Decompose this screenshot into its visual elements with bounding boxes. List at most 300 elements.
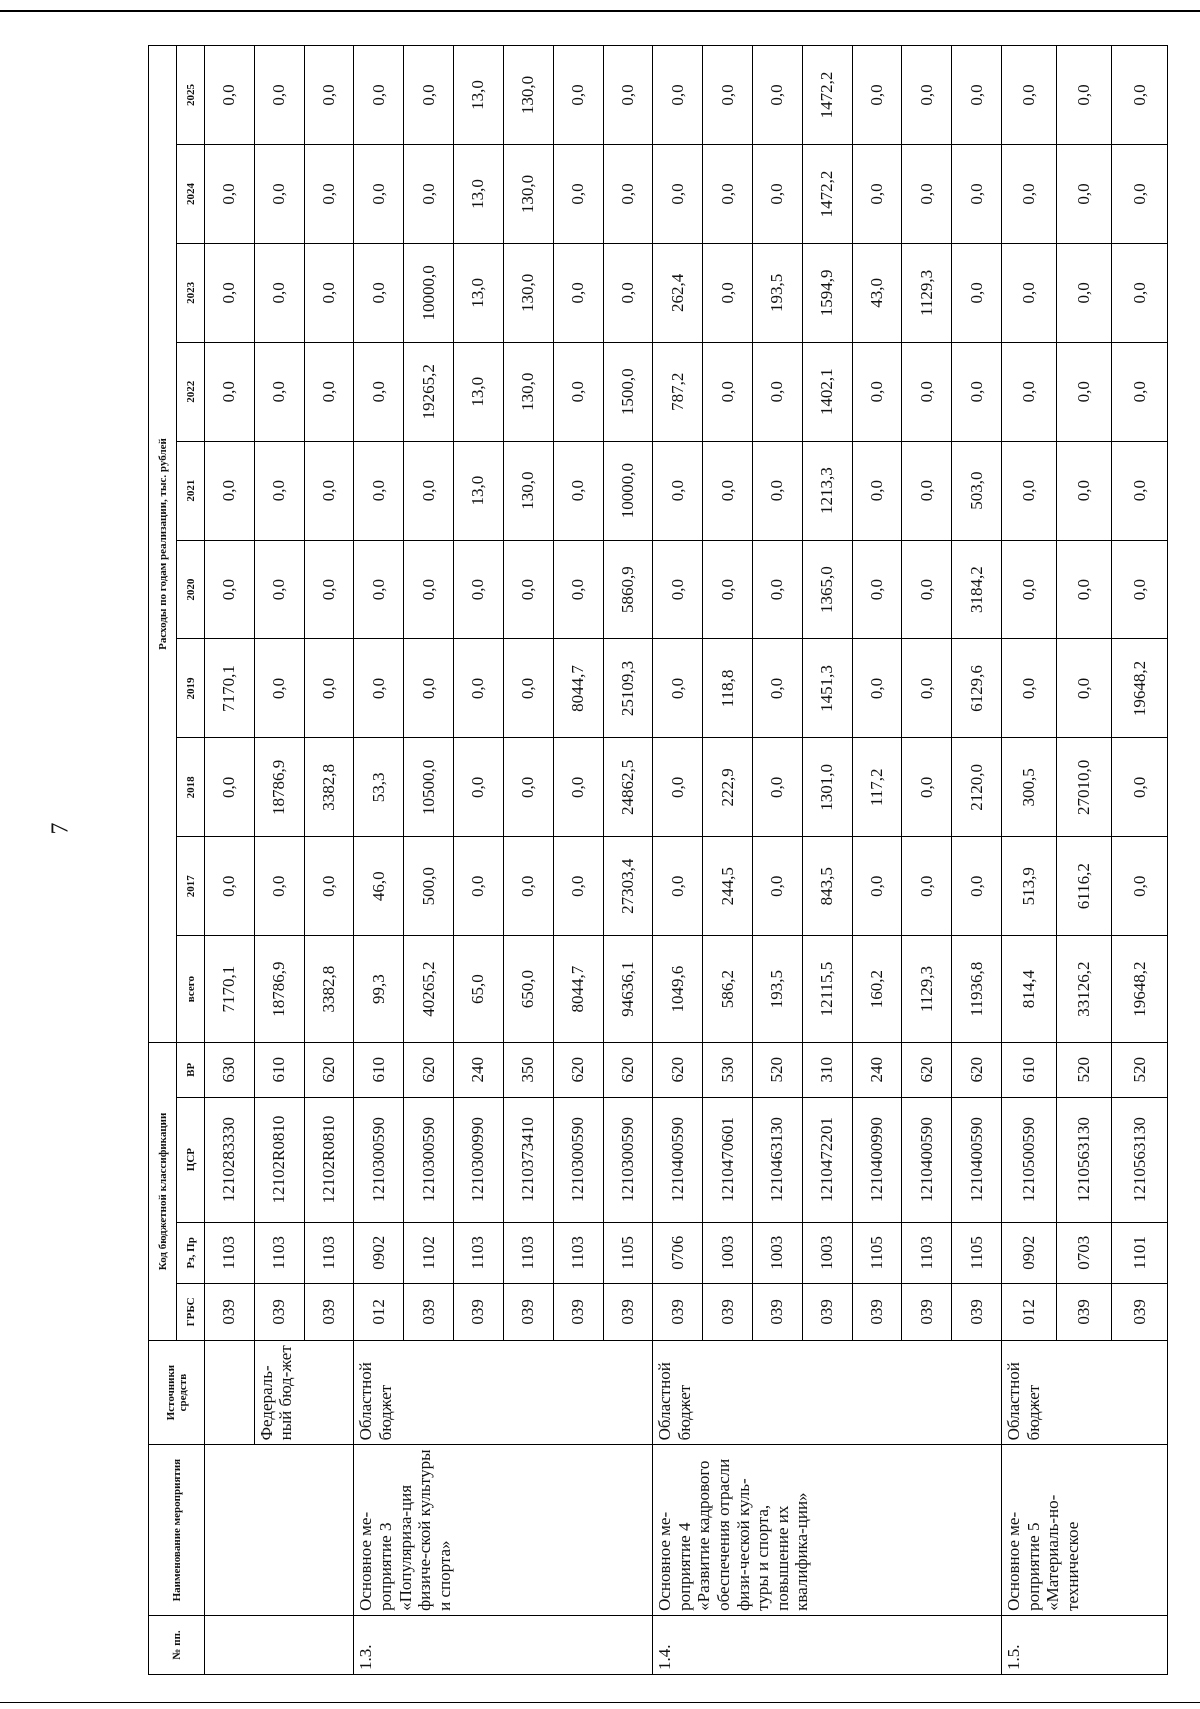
table-row <box>1002 46 1057 1675</box>
year-value: 0,0 <box>1002 145 1057 244</box>
rz-pr-code: 0902 <box>1002 1222 1057 1283</box>
total-value: 40265,2 <box>404 936 454 1043</box>
year-value: 0,0 <box>902 342 952 441</box>
year-value: 0,0 <box>1002 342 1057 441</box>
rz-pr-code: 1105 <box>603 1222 653 1283</box>
year-value: 0,0 <box>404 441 454 540</box>
year-value: 0,0 <box>254 342 304 441</box>
year-value: 0,0 <box>852 342 902 441</box>
csr-code: 1210472201 <box>802 1097 852 1222</box>
year-value: 0,0 <box>254 243 304 342</box>
year-value: 0,0 <box>902 837 952 936</box>
year-value: 500,0 <box>404 837 454 936</box>
year-value: 117,2 <box>852 738 902 837</box>
year-value: 0,0 <box>703 145 753 244</box>
vr-code: 620 <box>304 1043 354 1098</box>
year-value: 0,0 <box>553 145 603 244</box>
year-value: 0,0 <box>1112 243 1168 342</box>
header-total: всего <box>177 936 205 1043</box>
year-value: 0,0 <box>703 441 753 540</box>
year-value: 0,0 <box>254 46 304 145</box>
total-value: 3382,8 <box>304 936 354 1043</box>
csr-code: 1210300590 <box>553 1097 603 1222</box>
grbs-code: 039 <box>752 1283 802 1340</box>
rz-pr-code: 1003 <box>802 1222 852 1283</box>
year-value: 0,0 <box>1002 243 1057 342</box>
year-value: 19265,2 <box>404 342 454 441</box>
csr-code: 1210400590 <box>902 1097 952 1222</box>
year-value: 0,0 <box>553 342 603 441</box>
total-value: 11936,8 <box>952 936 1002 1043</box>
year-value: 0,0 <box>354 243 404 342</box>
year-value: 244,5 <box>703 837 753 936</box>
year-value: 130,0 <box>503 342 553 441</box>
year-value: 25109,3 <box>603 639 653 738</box>
vr-code: 610 <box>354 1043 404 1098</box>
year-value: 0,0 <box>752 145 802 244</box>
year-value: 0,0 <box>1002 46 1057 145</box>
year-value: 13,0 <box>454 441 504 540</box>
year-value: 0,0 <box>254 441 304 540</box>
year-value: 0,0 <box>1112 46 1168 145</box>
year-value: 0,0 <box>354 540 404 639</box>
grbs-code: 012 <box>1002 1283 1057 1340</box>
vr-code: 520 <box>1057 1043 1112 1098</box>
year-value: 130,0 <box>503 441 553 540</box>
vr-code: 620 <box>902 1043 952 1098</box>
table-body <box>205 46 1168 1675</box>
year-value: 0,0 <box>254 639 304 738</box>
total-value: 586,2 <box>703 936 753 1043</box>
year-value: 0,0 <box>902 639 952 738</box>
year-value: 0,0 <box>254 540 304 639</box>
year-value: 1402,1 <box>802 342 852 441</box>
year-value: 0,0 <box>205 441 255 540</box>
year-value: 0,0 <box>703 243 753 342</box>
year-value: 0,0 <box>553 738 603 837</box>
rz-pr-code: 1103 <box>205 1222 255 1283</box>
year-value: 6129,6 <box>952 639 1002 738</box>
year-value: 0,0 <box>553 540 603 639</box>
year-value: 0,0 <box>902 46 952 145</box>
grbs-code: 039 <box>503 1283 553 1340</box>
year-value: 0,0 <box>1112 342 1168 441</box>
total-value: 12115,5 <box>802 936 852 1043</box>
year-value: 513,9 <box>1002 837 1057 936</box>
budget-table <box>148 45 1168 1675</box>
measure-name: Основное ме-роприятие 5 «Материаль-но-техническое <box>1002 1445 1168 1616</box>
grbs-code: 039 <box>902 1283 952 1340</box>
year-value: 0,0 <box>752 837 802 936</box>
year-value: 0,0 <box>205 738 255 837</box>
year-value: 0,0 <box>852 441 902 540</box>
year-value: 0,0 <box>952 342 1002 441</box>
year-value: 0,0 <box>1002 540 1057 639</box>
rz-pr-code: 1105 <box>952 1222 1002 1283</box>
year-value: 1213,3 <box>802 441 852 540</box>
grbs-code: 039 <box>703 1283 753 1340</box>
rz-pr-code: 1003 <box>703 1222 753 1283</box>
year-value: 0,0 <box>304 639 354 738</box>
year-value: 0,0 <box>852 540 902 639</box>
funding-source: Областной бюджет <box>354 1340 653 1445</box>
year-value: 0,0 <box>902 145 952 244</box>
vr-code: 620 <box>404 1043 454 1098</box>
year-value: 46,0 <box>354 837 404 936</box>
year-value: 0,0 <box>1112 738 1168 837</box>
header-name: Наименование мероприятия <box>149 1445 205 1616</box>
funding-source <box>205 1340 255 1445</box>
csr-code: 1210563130 <box>1112 1097 1168 1222</box>
year-value: 0,0 <box>354 639 404 738</box>
rz-pr-code: 0706 <box>653 1222 703 1283</box>
year-value: 1500,0 <box>603 342 653 441</box>
year-value: 0,0 <box>205 46 255 145</box>
rz-pr-code: 1103 <box>553 1222 603 1283</box>
table-row <box>653 46 703 1675</box>
year-value: 0,0 <box>752 46 802 145</box>
csr-code: 1210300590 <box>404 1097 454 1222</box>
year-value: 0,0 <box>1057 243 1112 342</box>
grbs-code: 039 <box>454 1283 504 1340</box>
vr-code: 610 <box>1002 1043 1057 1098</box>
vr-code: 310 <box>802 1043 852 1098</box>
year-value: 0,0 <box>1057 145 1112 244</box>
year-value: 130,0 <box>503 243 553 342</box>
header-year: 2017 <box>177 837 205 936</box>
year-value: 0,0 <box>354 46 404 145</box>
csr-code: 1210463130 <box>752 1097 802 1222</box>
year-value: 0,0 <box>304 837 354 936</box>
year-value: 13,0 <box>454 243 504 342</box>
year-value: 27303,4 <box>603 837 653 936</box>
year-value: 0,0 <box>205 837 255 936</box>
year-value: 0,0 <box>952 243 1002 342</box>
year-value: 0,0 <box>354 145 404 244</box>
total-value: 650,0 <box>503 936 553 1043</box>
grbs-code: 039 <box>553 1283 603 1340</box>
measure-name <box>205 1445 354 1616</box>
csr-code: 1210400590 <box>952 1097 1002 1222</box>
year-value: 118,8 <box>703 639 753 738</box>
rz-pr-code: 1103 <box>503 1222 553 1283</box>
year-value: 0,0 <box>404 46 454 145</box>
year-value: 0,0 <box>454 639 504 738</box>
csr-code: 12102R0810 <box>254 1097 304 1222</box>
total-value: 94636,1 <box>603 936 653 1043</box>
year-value: 0,0 <box>752 540 802 639</box>
grbs-code: 039 <box>952 1283 1002 1340</box>
year-value: 0,0 <box>952 837 1002 936</box>
year-value: 0,0 <box>1112 837 1168 936</box>
vr-code: 620 <box>553 1043 603 1098</box>
year-value: 0,0 <box>503 738 553 837</box>
header-year: 2024 <box>177 145 205 244</box>
grbs-code: 039 <box>653 1283 703 1340</box>
year-value: 0,0 <box>653 46 703 145</box>
year-value: 0,0 <box>454 540 504 639</box>
grbs-code: 039 <box>852 1283 902 1340</box>
header-rz-pr: Рз, Пр <box>177 1222 205 1283</box>
year-value: 10500,0 <box>404 738 454 837</box>
year-value: 0,0 <box>1057 540 1112 639</box>
year-value: 13,0 <box>454 342 504 441</box>
year-value: 0,0 <box>454 738 504 837</box>
header-num: № пп. <box>149 1615 205 1674</box>
year-value: 27010,0 <box>1057 738 1112 837</box>
row-number <box>205 1615 354 1674</box>
total-value: 33126,2 <box>1057 936 1112 1043</box>
vr-code: 240 <box>852 1043 902 1098</box>
year-value: 0,0 <box>503 837 553 936</box>
year-value: 0,0 <box>503 639 553 738</box>
header-csr: ЦСР <box>177 1097 205 1222</box>
header-source: Источники средств <box>149 1340 205 1445</box>
year-value: 0,0 <box>952 46 1002 145</box>
csr-code: 1210500590 <box>1002 1097 1057 1222</box>
year-value: 0,0 <box>653 837 703 936</box>
year-value: 53,3 <box>354 738 404 837</box>
year-value: 0,0 <box>404 639 454 738</box>
year-value: 0,0 <box>653 540 703 639</box>
total-value: 99,3 <box>354 936 404 1043</box>
total-value: 65,0 <box>454 936 504 1043</box>
rz-pr-code: 0902 <box>354 1222 404 1283</box>
year-value: 0,0 <box>703 540 753 639</box>
row-number: 1.3. <box>354 1615 653 1674</box>
year-value: 18786,9 <box>254 738 304 837</box>
year-value: 0,0 <box>454 837 504 936</box>
year-value: 0,0 <box>703 46 753 145</box>
header-year: 2025 <box>177 46 205 145</box>
csr-code: 1210300990 <box>454 1097 504 1222</box>
year-value: 0,0 <box>852 145 902 244</box>
funding-source: Областной бюджет <box>653 1340 1002 1445</box>
header-expenses-group: Расходы по годам реализации, тыс. рублей <box>149 46 177 1043</box>
year-value: 1594,9 <box>802 243 852 342</box>
year-value: 0,0 <box>603 243 653 342</box>
header-year: 2021 <box>177 441 205 540</box>
total-value: 160,2 <box>852 936 902 1043</box>
year-value: 1472,2 <box>802 46 852 145</box>
year-value: 300,5 <box>1002 738 1057 837</box>
year-value: 7170,1 <box>205 639 255 738</box>
year-value: 6116,2 <box>1057 837 1112 936</box>
measure-name: Основное ме-роприятие 4 «Развитие кадрового обеспечения отрасли физи-ческой куль-туры и спорта, повышение их квалифика-ции» <box>653 1445 1002 1616</box>
year-value: 0,0 <box>304 46 354 145</box>
csr-code: 1210300590 <box>603 1097 653 1222</box>
vr-code: 350 <box>503 1043 553 1098</box>
year-value: 0,0 <box>1057 46 1112 145</box>
vr-code: 620 <box>653 1043 703 1098</box>
year-value: 222,9 <box>703 738 753 837</box>
header-year: 2019 <box>177 639 205 738</box>
year-value: 1301,0 <box>802 738 852 837</box>
year-value: 0,0 <box>205 243 255 342</box>
total-value: 7170,1 <box>205 936 255 1043</box>
grbs-code: 039 <box>404 1283 454 1340</box>
year-value: 0,0 <box>1002 441 1057 540</box>
funding-source: Областной бюджет <box>1002 1340 1168 1445</box>
header-year: 2020 <box>177 540 205 639</box>
year-value: 0,0 <box>752 441 802 540</box>
csr-code: 1210373410 <box>503 1097 553 1222</box>
year-value: 0,0 <box>553 46 603 145</box>
year-value: 787,2 <box>653 342 703 441</box>
year-value: 0,0 <box>1057 342 1112 441</box>
year-value: 0,0 <box>653 145 703 244</box>
csr-code: 1210563130 <box>1057 1097 1112 1222</box>
row-number: 1.4. <box>653 1615 1002 1674</box>
year-value: 24862,5 <box>603 738 653 837</box>
year-value: 0,0 <box>852 639 902 738</box>
year-value: 0,0 <box>603 46 653 145</box>
year-value: 0,0 <box>304 540 354 639</box>
grbs-code: 039 <box>1057 1283 1112 1340</box>
table-row <box>254 46 304 1675</box>
year-value: 0,0 <box>304 243 354 342</box>
year-value: 1365,0 <box>802 540 852 639</box>
grbs-code: 039 <box>802 1283 852 1340</box>
header-vr: ВР <box>177 1043 205 1098</box>
vr-code: 620 <box>603 1043 653 1098</box>
year-value: 0,0 <box>952 145 1002 244</box>
year-value: 0,0 <box>553 441 603 540</box>
header-year: 2023 <box>177 243 205 342</box>
year-value: 0,0 <box>205 540 255 639</box>
rz-pr-code: 1003 <box>752 1222 802 1283</box>
grbs-code: 039 <box>603 1283 653 1340</box>
rz-pr-code: 1102 <box>404 1222 454 1283</box>
total-value: 8044,7 <box>553 936 603 1043</box>
year-value: 3382,8 <box>304 738 354 837</box>
total-value: 19648,2 <box>1112 936 1168 1043</box>
rz-pr-code: 1103 <box>454 1222 504 1283</box>
year-value: 0,0 <box>752 639 802 738</box>
year-value: 262,4 <box>653 243 703 342</box>
csr-code: 1210400590 <box>653 1097 703 1222</box>
page-number: 7 <box>47 822 74 835</box>
total-value: 193,5 <box>752 936 802 1043</box>
year-value: 0,0 <box>653 639 703 738</box>
top-rule <box>0 10 1200 12</box>
header-grbs: ГРБС <box>177 1283 205 1340</box>
year-value: 843,5 <box>802 837 852 936</box>
year-value: 0,0 <box>503 540 553 639</box>
year-value: 0,0 <box>304 342 354 441</box>
vr-code: 620 <box>952 1043 1002 1098</box>
year-value: 0,0 <box>354 441 404 540</box>
vr-code: 520 <box>752 1043 802 1098</box>
csr-code: 1210400990 <box>852 1097 902 1222</box>
vr-code: 240 <box>454 1043 504 1098</box>
measure-name: Основное ме-роприятие 3 «Популяриза-ция физиче-ской культуры и спорта» <box>354 1445 653 1616</box>
year-value: 10000,0 <box>404 243 454 342</box>
year-value: 8044,7 <box>553 639 603 738</box>
year-value: 0,0 <box>404 145 454 244</box>
year-value: 1129,3 <box>902 243 952 342</box>
rz-pr-code: 1103 <box>304 1222 354 1283</box>
year-value: 10000,0 <box>603 441 653 540</box>
year-value: 0,0 <box>1112 441 1168 540</box>
grbs-code: 012 <box>354 1283 404 1340</box>
year-value: 0,0 <box>205 145 255 244</box>
csr-code: 12102R0810 <box>304 1097 354 1222</box>
grbs-code: 039 <box>304 1283 354 1340</box>
year-value: 1451,3 <box>802 639 852 738</box>
year-value: 13,0 <box>454 46 504 145</box>
csr-code: 1210300590 <box>354 1097 404 1222</box>
year-value: 0,0 <box>902 441 952 540</box>
table-row <box>354 46 404 1675</box>
year-value: 19648,2 <box>1112 639 1168 738</box>
csr-code: 1210470601 <box>703 1097 753 1222</box>
total-value: 18786,9 <box>254 936 304 1043</box>
year-value: 0,0 <box>653 441 703 540</box>
funding-source: Федераль-ный бюд-жет <box>254 1340 354 1445</box>
year-value: 0,0 <box>852 46 902 145</box>
year-value: 130,0 <box>503 145 553 244</box>
year-value: 0,0 <box>254 837 304 936</box>
rz-pr-code: 1103 <box>902 1222 952 1283</box>
csr-code: 1210283330 <box>205 1097 255 1222</box>
year-value: 0,0 <box>1057 639 1112 738</box>
grbs-code: 039 <box>254 1283 304 1340</box>
rz-pr-code: 1101 <box>1112 1222 1168 1283</box>
year-value: 0,0 <box>902 540 952 639</box>
year-value: 2120,0 <box>952 738 1002 837</box>
year-value: 43,0 <box>852 243 902 342</box>
rz-pr-code: 0703 <box>1057 1222 1112 1283</box>
year-value: 193,5 <box>752 243 802 342</box>
vr-code: 520 <box>1112 1043 1168 1098</box>
year-value: 0,0 <box>304 145 354 244</box>
year-value: 0,0 <box>404 540 454 639</box>
rz-pr-code: 1105 <box>852 1222 902 1283</box>
year-value: 503,0 <box>952 441 1002 540</box>
year-value: 0,0 <box>1057 441 1112 540</box>
header-year: 2018 <box>177 738 205 837</box>
year-value: 0,0 <box>304 441 354 540</box>
year-value: 0,0 <box>1002 639 1057 738</box>
year-value: 0,0 <box>603 145 653 244</box>
year-value: 13,0 <box>454 145 504 244</box>
total-value: 1049,6 <box>653 936 703 1043</box>
year-value: 130,0 <box>503 46 553 145</box>
table-row <box>205 46 255 1675</box>
year-value: 5860,9 <box>603 540 653 639</box>
year-value: 3184,2 <box>952 540 1002 639</box>
total-value: 814,4 <box>1002 936 1057 1043</box>
bottom-rule <box>0 1702 1200 1703</box>
year-value: 0,0 <box>553 243 603 342</box>
year-value: 0,0 <box>553 837 603 936</box>
grbs-code: 039 <box>205 1283 255 1340</box>
header-year: 2022 <box>177 342 205 441</box>
year-value: 0,0 <box>752 738 802 837</box>
year-value: 0,0 <box>653 738 703 837</box>
year-value: 0,0 <box>354 342 404 441</box>
year-value: 0,0 <box>205 342 255 441</box>
year-value: 1472,2 <box>802 145 852 244</box>
table-stage <box>148 45 1168 1675</box>
vr-code: 630 <box>205 1043 255 1098</box>
header-code-group: Код бюджетной классификации <box>149 1043 177 1341</box>
year-value: 0,0 <box>852 837 902 936</box>
year-value: 0,0 <box>1112 540 1168 639</box>
year-value: 0,0 <box>752 342 802 441</box>
year-value: 0,0 <box>703 342 753 441</box>
